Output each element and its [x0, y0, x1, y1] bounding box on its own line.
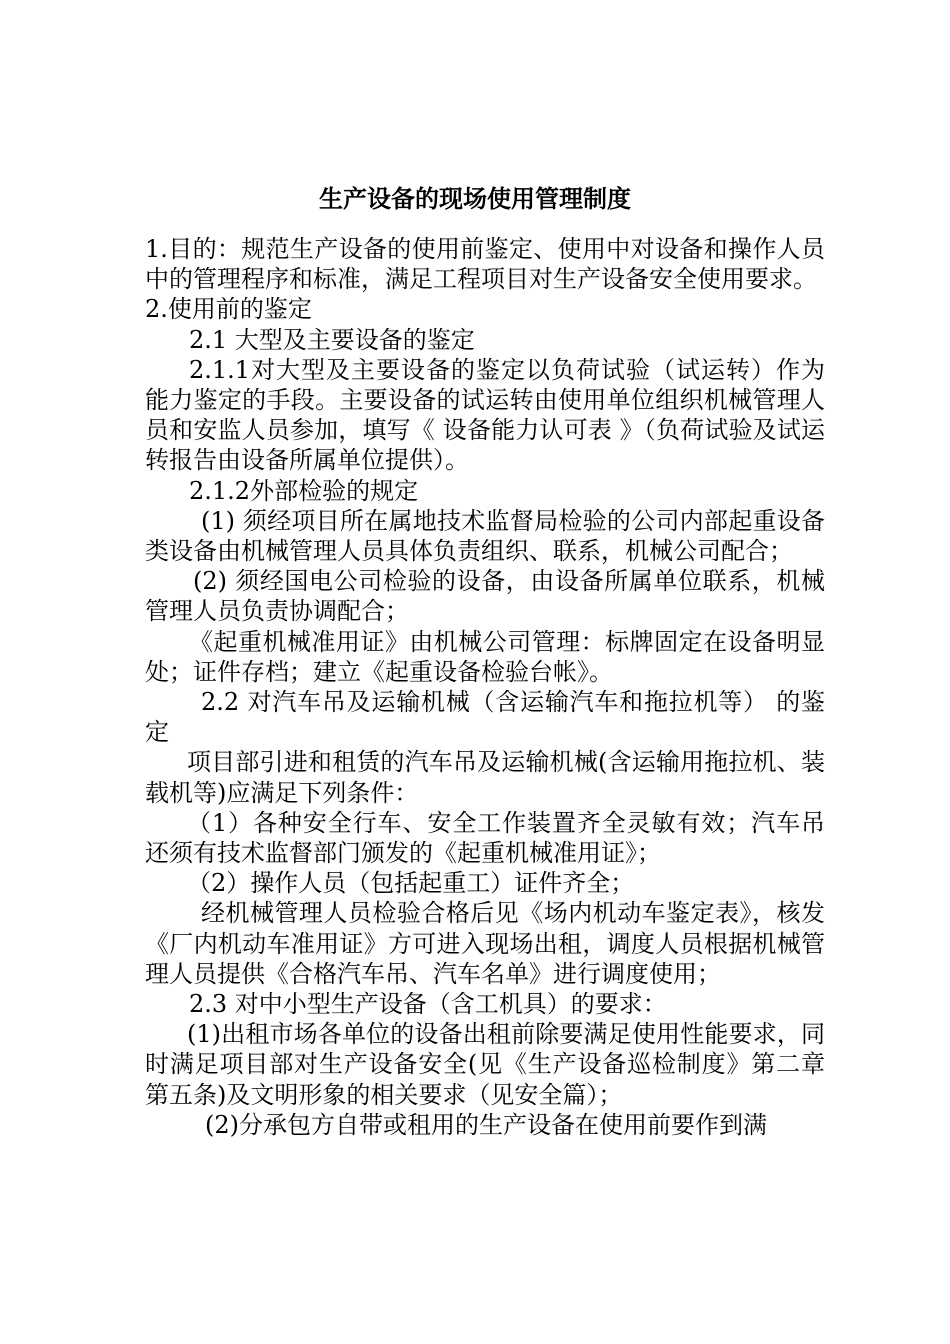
heading-2-1: 2.1 大型及主要设备的鉴定	[189, 325, 475, 354]
paragraph-external-inspection-2: (2) 须经国电公司检验的设备，由设备所属单位联系，机械管理人员负责协调配合；	[145, 567, 825, 626]
paragraph-inspection-approval: 经机械管理人员检验合格后见《场内机动车鉴定表》，核发《厂内机动车准用证》方可进入现场出租，调度人员根据机械管理人员提供《合格汽车吊、汽车名单》进行调度使用；	[145, 899, 825, 988]
paragraph-external-inspection-1: (1) 须经项目所在属地技术监督局检验的公司内部起重设备类设备由机械管理人员具体负责组织、联系，机械公司配合；	[145, 506, 825, 566]
paragraph-2-3-1: (1)出租市场各单位的设备出租前除要满足使用性能要求，同时满足项目部对生产设备安全(见《生产设备巡检制度》第二章第五条)及文明形象的相关要求（见安全篇）；	[145, 1020, 825, 1109]
paragraph-condition-2: （2）操作人员（包括起重工）证件齐全；	[187, 869, 635, 898]
paragraph-conditions-intro: 项目部引进和租赁的汽车吊及运输机械(含运输用拖拉机、装载机等)应满足下列条件：	[145, 748, 825, 807]
paragraph-crane-certificate: 《起重机械准用证》由机械公司管理：标牌固定在设备明显处；证件存档；建立《起重设备检验台帐》。	[145, 627, 825, 686]
paragraph-2-1-1: 2.1.1对大型及主要设备的鉴定以负荷试验（试运转）作为能力鉴定的手段。主要设备的试运转由使用单位组织机械管理人员和安监人员参加，填写《 设备能力认可表 》（负荷试验及试运转报告由设备所属单位提供）。	[145, 355, 825, 475]
paragraph-purpose: 1.目的：规范生产设备的使用前鉴定、使用中对设备和操作人员中的管理程序和标准，满足工程项目对生产设备安全使用要求。	[145, 235, 825, 294]
heading-2-1-2: 2.1.2外部检验的规定	[189, 476, 419, 505]
heading-pre-use-appraisal: 2.使用前的鉴定	[145, 295, 312, 324]
paragraph-condition-1: （1）各种安全行车、安全工作装置齐全灵敏有效；汽车吊还须有技术监督部门颁发的《起重机械准用证》；	[145, 808, 825, 868]
heading-2-3: 2.3 对中小型生产设备（含工机具）的要求：	[189, 990, 667, 1019]
document-title: 生产设备的现场使用管理制度	[319, 185, 631, 213]
document-body	[145, 234, 825, 1140]
paragraph-2-3-2: (2)分承包方自带或租用的生产设备在使用前要作到满	[205, 1110, 767, 1139]
heading-2-2: 2.2 对汽车吊及运输机械（含运输汽车和拖拉机等） 的鉴定	[145, 688, 825, 747]
